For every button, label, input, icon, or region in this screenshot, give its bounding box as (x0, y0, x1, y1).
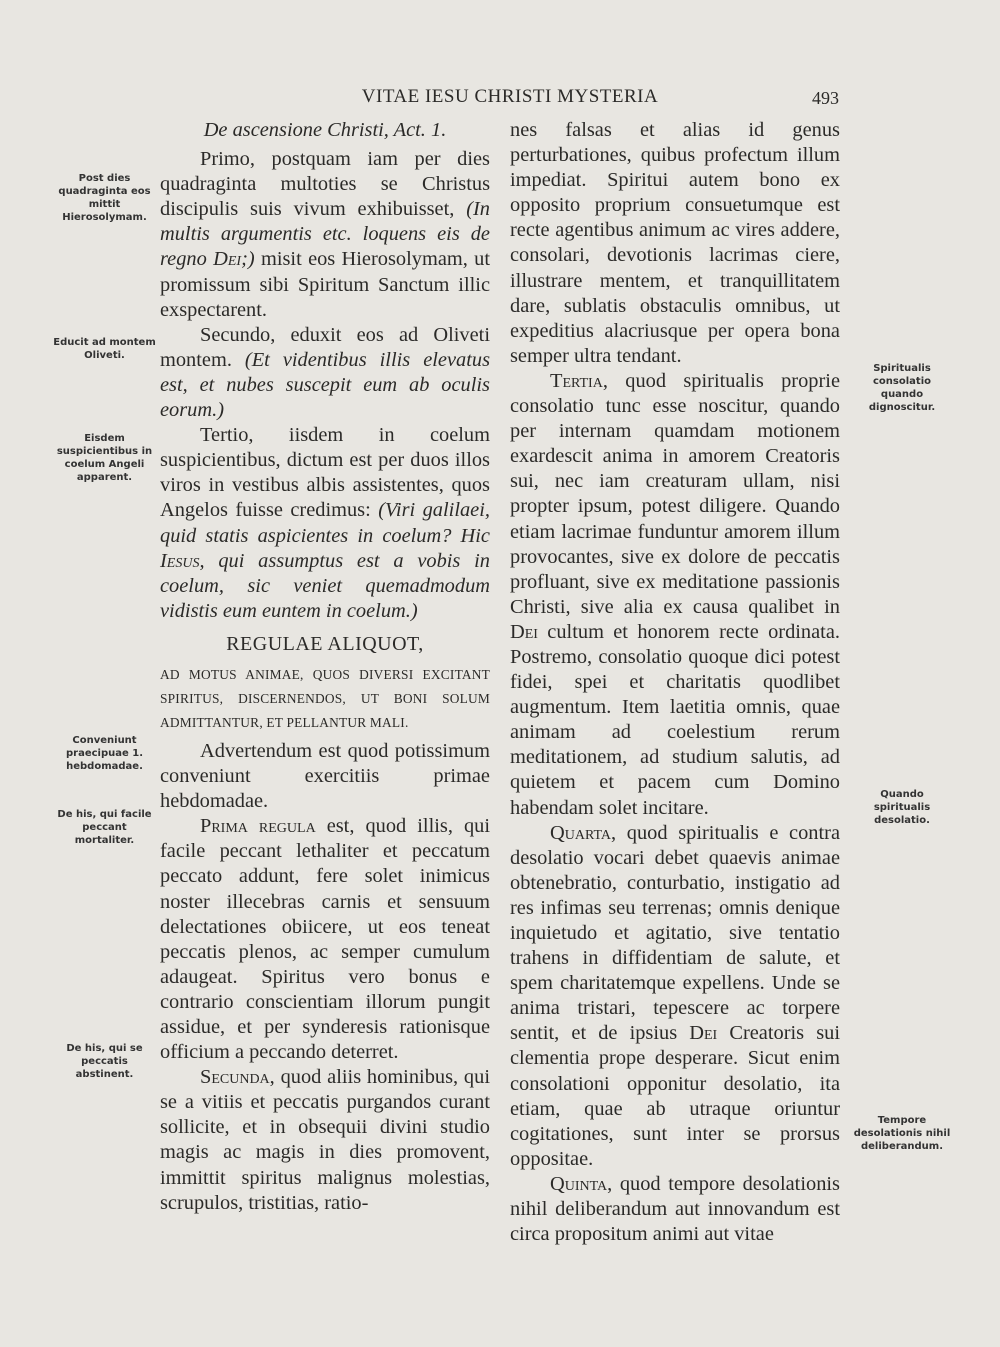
text-run: misit eos Hierosolymam, ut promissum sibi Spiritum Sanctum illic exspectarent. (160, 248, 490, 321)
text-run: est, quod illis, qui facile peccant lethaliter et peccatum peccato addunt, fere solet inimicus noster illecebras carnis et sensuum delectationes obiicere, ut eos teneat peccatis plenos, ac semper cumulum adaugeat. Spiritus vero bonus e contrario conscientiam illorum pungit assidue, et per synderesis rationisque officium a peccando deterret. (160, 815, 490, 1064)
paragraph-advertendum: Advertendum est quod potissimum conveniunt exercitiis primae hebdomadae. (160, 739, 490, 813)
margin-note-left-1: Post dies quadraginta eos mittit Hierosolymam. (58, 173, 151, 223)
right-text-column (510, 118, 840, 1247)
paragraph-quarta (510, 821, 840, 1172)
margin-note-right-3: Tempore desolationis nihil deliberandum. (853, 1115, 951, 1152)
paragraph-continuation: nes falsas et alias id genus perturbationes, quibus profectum illum impediat. Spiritui autem bono ex opposito proprium consuetumque est recte agentibus animum ac vires addere, consolari, devotionis lacrimas ciere, illustrare mentem, et tranquillitatem dare, sublatis obstaculis omnibus, ut expeditius alacriusque per opera bona semper ultra tendant. (510, 119, 840, 367)
paragraph-quinta (510, 1172, 840, 1247)
smallcaps-run: Quarta (550, 821, 611, 844)
running-header: VITAE IESU CHRISTI MYSTERIA (361, 86, 659, 107)
smallcaps-run: Quinta (550, 1172, 608, 1195)
smallcaps-run: Dei (213, 248, 242, 271)
margin-note-left-5: De his, qui facile peccant mortaliter. (57, 809, 152, 846)
italic-run: ;) (241, 248, 255, 271)
text-run: Creatoris sui clementia prope desperare. Sicut enim consolationi opponitur desolatio, ita etiam, quae ab utraque oriuntur cogitationes, sunt inter se prorsus oppositae. (510, 1022, 840, 1170)
paragraph-primo (160, 147, 490, 323)
page-number: 493 (812, 88, 839, 108)
smallcaps-run: Secunda (200, 1066, 270, 1089)
smallcaps-run: Iesus (160, 549, 200, 572)
text-run: Tertio, iisdem in coelum suspicientibus, dictum est per duos illos viros in vestibus albis assistentes, quos Angelos fuisse credimus: (160, 424, 490, 522)
text-run: , quod aliis hominibus, qui se a vitiis et peccatis purgandos curant sollicite, et in obsequii divini studio magis ac magis in dies promovent, immittit spiritus malignus molestias, scrupulos, tristitias, ratio- (160, 1066, 490, 1214)
paragraph-tertia (510, 369, 840, 821)
text-run: , quod tempore desolationis nihil deliberandum aut innovandum est circa propositum animi aut vitae (510, 1172, 840, 1246)
paragraph-tertio (160, 423, 490, 624)
text-run: Secundo, eduxit eos ad Oliveti montem. (160, 323, 490, 371)
margin-note-right-1: Spiritualis consolatio quando dignoscitur. (868, 363, 936, 413)
margin-note-left-3: Eisdem suspicientibus in coelum Angeli apparent. (56, 433, 153, 483)
text-run: , quod spiritualis proprie consolatio tunc esse noscitur, quando per internam quamdam motionem exardescit anima in amorem Creatoris sui, nec iam creaturam ullam, nisi propter ipsum, potest diligere. Quando etiam lacrimae funduntur amorem illum provocantes, sive ex dolore de peccatis profluant, sive ex meditatione passionis Christi, sive alia ex causa qualibet in (510, 369, 840, 618)
section-heading-ascension: De ascensione Christi, Act. 1. (203, 119, 447, 141)
smallcaps-run: Tertia (550, 369, 603, 392)
text-run: , quod spiritualis e contra desolatio vocari debet quaevis animae obtenebratio, conturbatio, instigatio ad res infimas seu terrenas; omnis denique inquietudo et agitatio, sive tentatio trahens in diffidentiam de salute, et spem charitatemque expellens. Unde se anima tristari, tepescere ac torpere sentit, et de ipsius (510, 821, 840, 1045)
section-title-regulae: REGULAE ALIQUOT, (226, 632, 424, 655)
left-text-column (160, 118, 490, 1216)
smallcaps-run: Prima regula (200, 815, 316, 838)
smallcaps-run: Dei (510, 620, 538, 643)
margin-note-left-2: Educit ad montem Oliveti. (53, 337, 156, 361)
margin-note-right-2: Quando spiritualis desolatio. (873, 789, 931, 826)
italic-run: (Viri galilaei, quid statis aspicientes in coelum? Hic (160, 499, 490, 547)
italic-run: , qui assumptus est a vobis in coelum, sic veniet quemadmodum vidistis eum euntem in coelum.) (160, 549, 490, 622)
smallcaps-run: Dei (689, 1022, 718, 1045)
paragraph-secundo (160, 323, 490, 423)
margin-note-left-4: Conveniunt praecipuae 1. hebdomadae. (65, 735, 144, 772)
section-subtitle: AD MOTUS ANIMAE, QUOS DIVERSI EXCITANT SPIRITUS, DISCERNENDOS, UT BONI SOLUM ADMITTANTUR, ET PELLANTUR MALI. (160, 666, 490, 730)
text-run: Primo, postquam iam per dies quadraginta multoties se Christus discipulis suis vivum exhibuisset, (160, 148, 490, 221)
margin-note-left-6: De his, qui se peccatis abstinent. (66, 1043, 143, 1080)
paragraph-secunda (160, 1065, 490, 1216)
paragraph-prima-regula (160, 814, 490, 1065)
text-run: cultum et honorem recte ordinata. Postremo, consolatio quoque dici potest fidei, spei et charitatis quodlibet augmentum. Item laetitia omnis, quae animam ad coelestium rerum meditationem, ad studium salutis, ad quietem et pacem cum Domino habendam solet incitare. (510, 620, 840, 819)
italic-run: (In multis argumentis etc. loquens eis de regno (160, 198, 490, 271)
italic-run: (Et videntibus illis elevatus est, et nubes suscepit eum ab oculis eorum.) (160, 348, 491, 422)
